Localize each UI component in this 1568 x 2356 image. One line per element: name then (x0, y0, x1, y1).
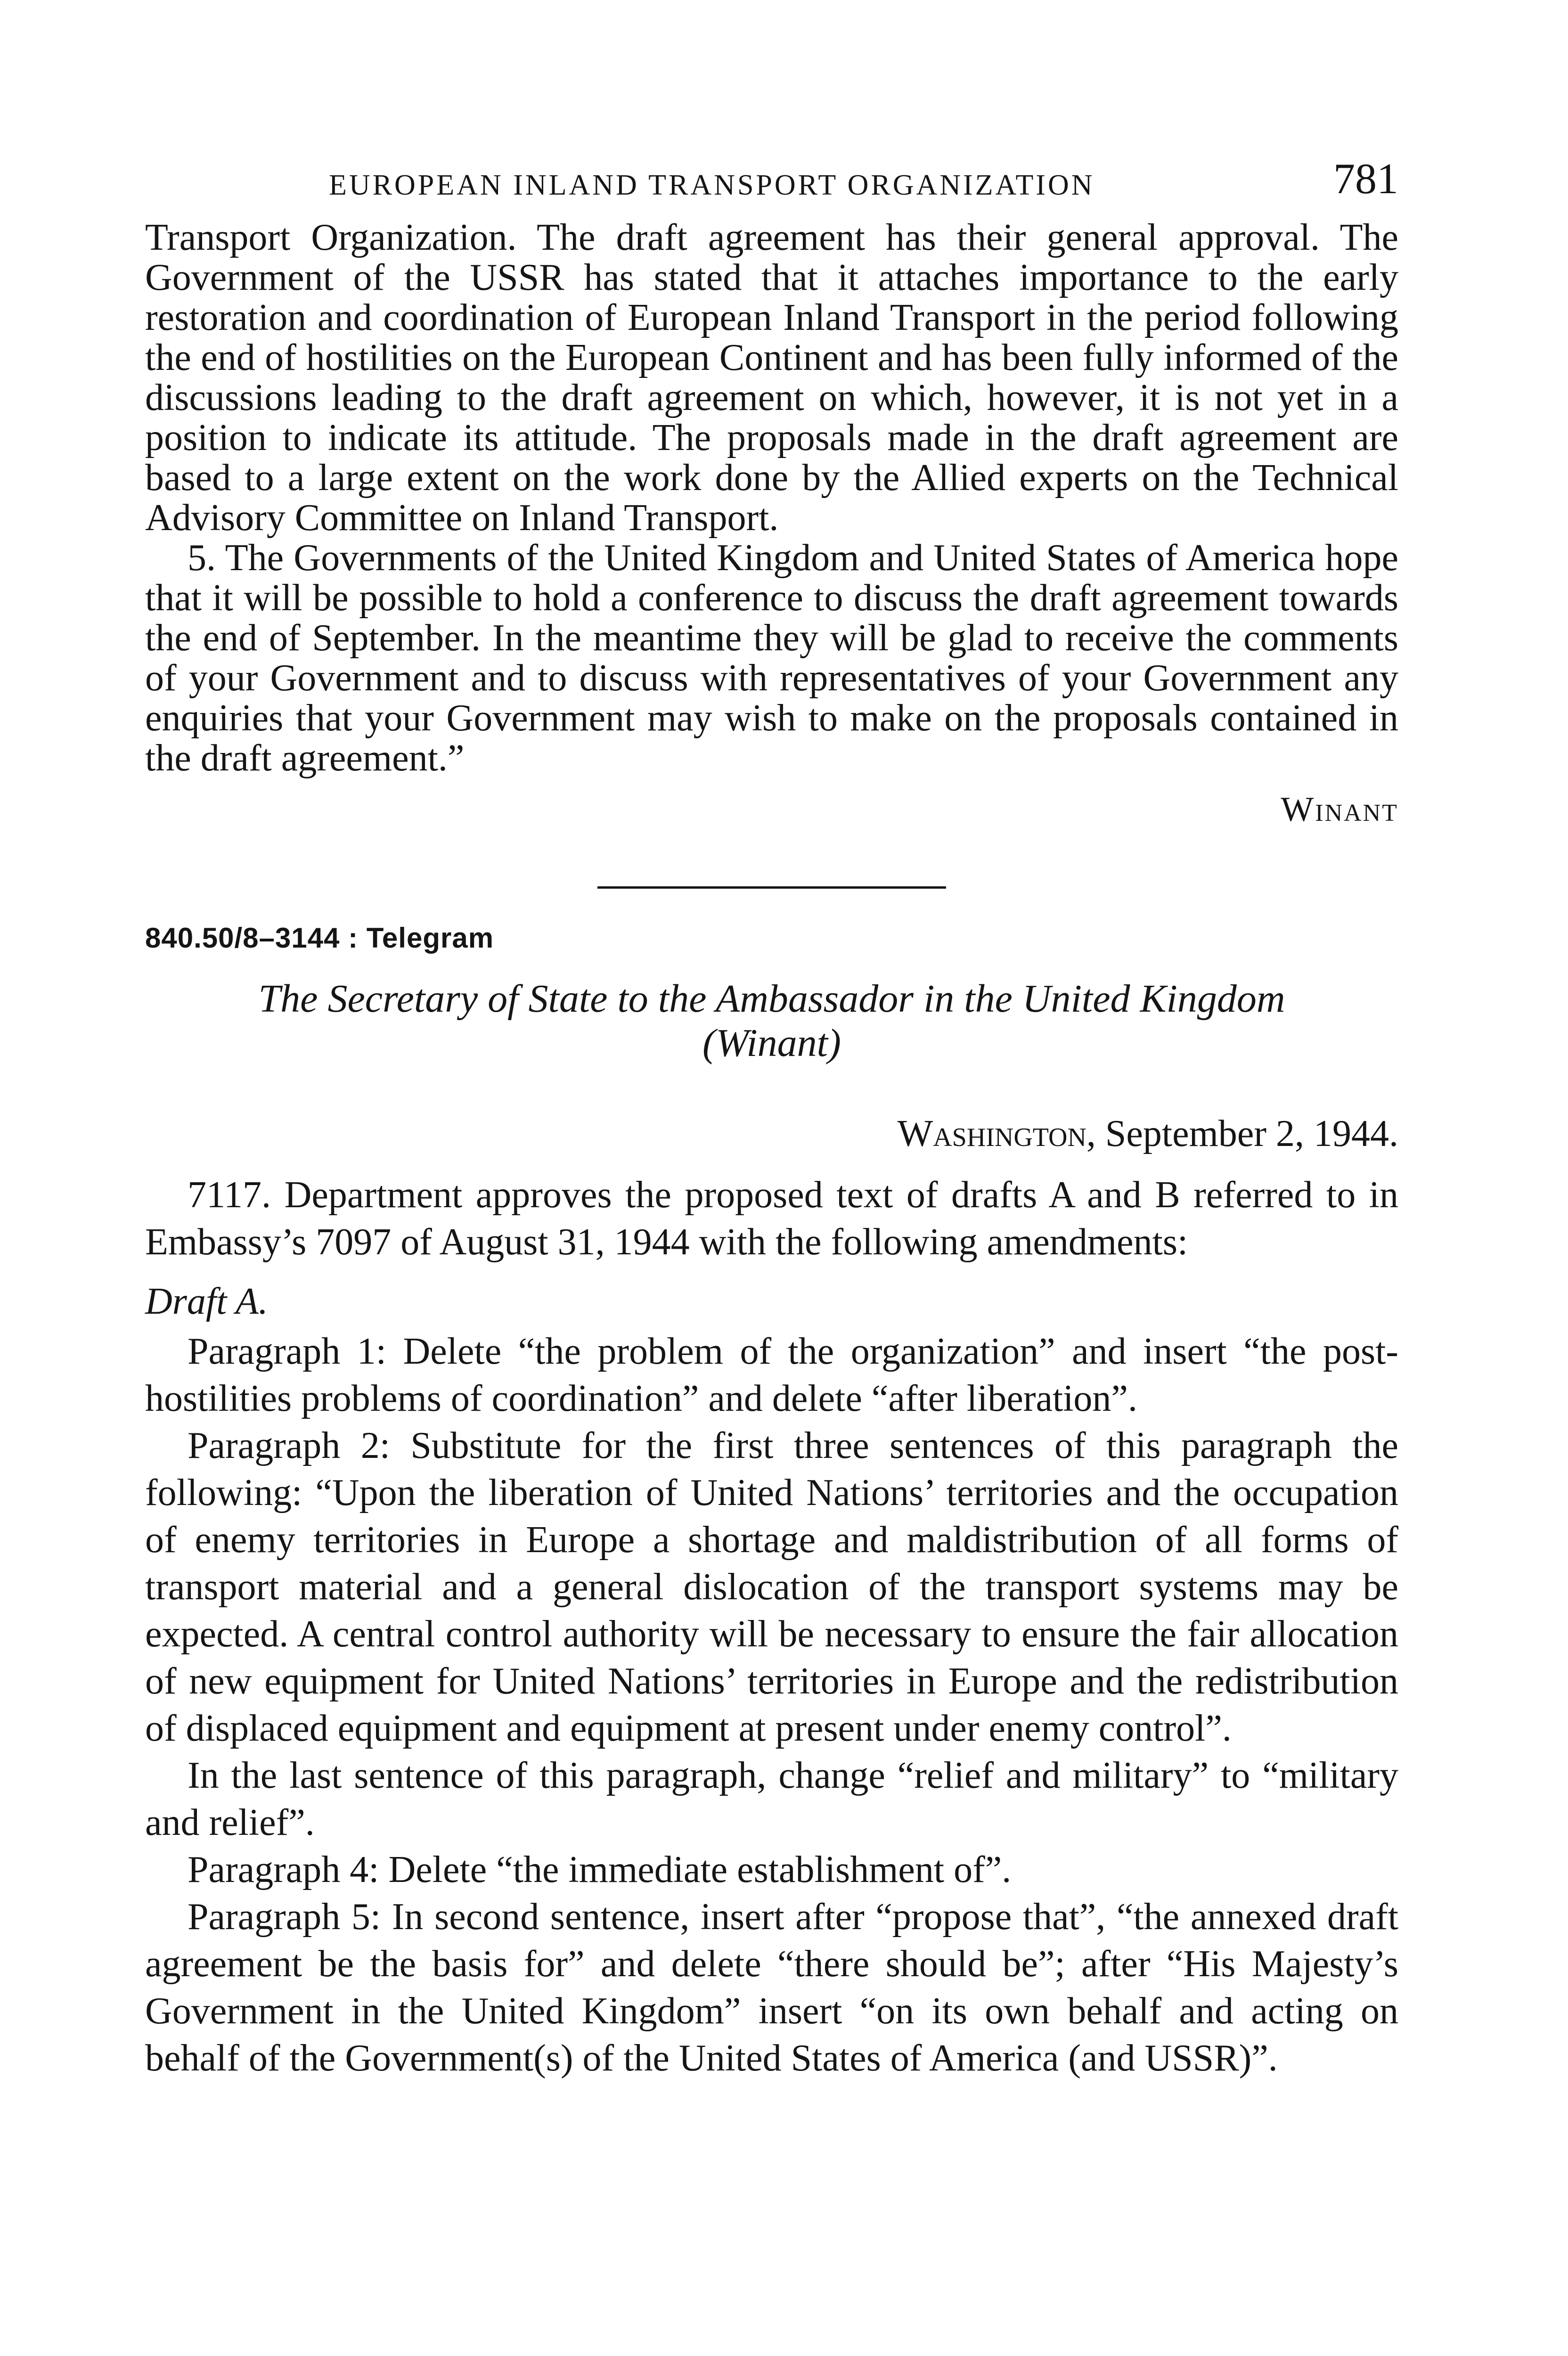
draft-a-label: Draft A. (145, 1281, 268, 1322)
file-reference: 840.50/8–3144 : Telegram (145, 922, 494, 954)
signature-winant: Winant (1281, 790, 1398, 829)
amendment-paragraph-1: Paragraph 1: Delete “the problem of the organization” and insert “the post-hostilities problems of coordination” and delete “after liberation”. (145, 1331, 1398, 1419)
paragraph-5-quoted: 5. The Governments of the United Kingdom and United States of America hope that it will be possible to hold a conference to discuss the draft agreement towards the end of September. In the meantime they will be glad to receive the comments of your Government and to discuss with representatives of your Government any enquiries that your Government may wish to make on the proposals contained in the draft agreement.” (145, 537, 1398, 779)
heading-line-1: The Secretary of State to the Ambassador in the United Kingdom (258, 977, 1285, 1021)
amendment-paragraph-4: Paragraph 4: Delete “the immediate establishment of”. (188, 1849, 1012, 1890)
amendment-paragraph-2: Paragraph 2: Substitute for the first three sentences of this paragraph the following: “Upon the liberation of United Nations’ territories and the occupation of enemy territories in Europe a shortage and maldistribution of all forms of transport material and a general dislocation of the transport systems may be expected. A central control authority will be necessary to ensure the fair allocation of new equipment for United Nations’ territories in Europe and the redistribution of displaced equipment and equipment at present under enemy control”. (145, 1425, 1398, 1749)
continued-paragraph: Transport Organization. The draft agreement has their general approval. The Government of the USSR has stated that it attaches importance to the early restoration and coordination of European Inland Transport in the period following the end of hostilities on the European Continent and has been fully informed of the discussions leading to the draft agreement on which, however, it is not yet in a position to indicate its attitude. The proposals made in the draft agreement are based to a large extent on the work done by the Allied experts on the Technical Advisory Committee on Inland Transport. (145, 217, 1398, 539)
continued-text (145, 218, 1398, 778)
dateline-date: September 2, 1944. (1105, 1113, 1398, 1154)
telegram-body (145, 1171, 1398, 2082)
running-title: EUROPEAN INLAND TRANSPORT ORGANIZATION (329, 169, 1095, 201)
paragraph-7117: 7117. Department approves the proposed text of drafts A and B referred to in Embassy’s 7097 of August 31, 1944 with the following amendments: (145, 1174, 1398, 1263)
section-divider (597, 886, 946, 889)
dateline (145, 1113, 1398, 1155)
amendment-paragraph-5: Paragraph 5: In second sentence, insert after “propose that”, “the annexed draft agreement be the basis for” and delete “there should be”; after “His Majesty’s Government in the United Kingdom” insert “on its own behalf and acting on behalf of the Government(s) of the United States of America (and USSR)”. (145, 1896, 1398, 2079)
document-page (145, 155, 1398, 2082)
dateline-place: Washington, (897, 1113, 1096, 1154)
running-header (145, 155, 1398, 207)
heading-line-2: (Winant) (702, 1021, 841, 1065)
document-heading (145, 977, 1398, 1065)
amendment-last-sentence: In the last sentence of this paragraph, change “relief and military” to “military and relief”. (145, 1755, 1398, 1843)
page-number: 781 (1333, 155, 1398, 203)
